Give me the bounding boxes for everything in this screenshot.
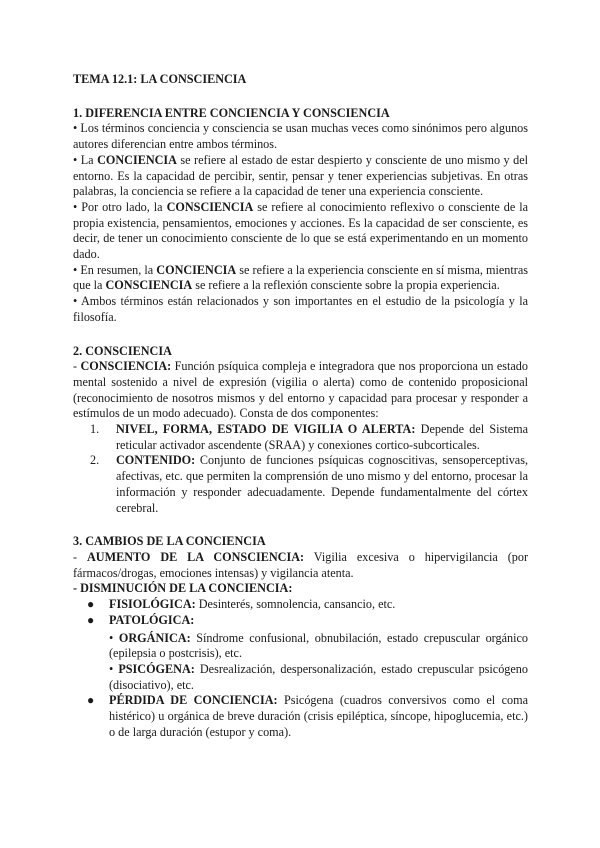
section-2-intro (73, 359, 528, 422)
text-run: • (109, 630, 119, 645)
section-3 (73, 534, 528, 740)
document-content (73, 68, 528, 740)
bold-term: CONSCIENCIA (105, 278, 193, 293)
text-run: se refiere al estado de estar despierto y consciente de uno mismo y del entorno. Es la capacidad de percibir, sentir, pensar y tener experiencias subjetivas. En otras palabras, la conciencia se refiere a la capacidad de tener una experiencia consciente. (73, 152, 528, 199)
text-run: Desinterés, somnolencia, cansancio, etc. (195, 597, 396, 612)
text-run: Vigilia excesiva o hipervigilancia (por fármacos/drogas, emociones intensas) y vigilancia atenta. (73, 549, 529, 580)
list-item (73, 453, 528, 516)
bold-term: NIVEL, FORMA, ESTADO DE VIGILIA O ALERTA: (116, 422, 416, 437)
bullet-icon: ● (87, 597, 95, 612)
bold-term: ORGÁNICA: (118, 630, 191, 645)
list-item (73, 613, 528, 694)
section-1-paragraph-1: • Los términos conciencia y consciencia se usan muchas veces como sinónimos pero algunos autores diferencian entre ambos términos. (73, 121, 528, 152)
document-title: TEMA 12.1: LA CONSCIENCIA (73, 72, 247, 86)
text-run: Desrealización, despersonalización, estado crepuscular psicógeno (disociativo), etc. (109, 661, 528, 692)
section-1-paragraph-3 (73, 200, 528, 263)
section-3-heading: 3. CAMBIOS DE LA CONCIENCIA (73, 534, 266, 549)
text-run: se refiere a la experiencia consciente en sí misma, mientras que la (73, 262, 528, 293)
text-run: - (73, 549, 87, 564)
list-item (73, 597, 528, 613)
list-number: 1. (90, 422, 100, 437)
sub-item-psicogena (109, 662, 528, 693)
text-run: Conjunto de funciones psíquicas cognoscitivas, sensoperceptivas, afectivas, etc. que permiten la comprensión de uno mismo y del entorno, procesar la información y responder adecuadamente. Depende fundamentalmente del córtex cerebral. (116, 453, 528, 515)
sub-item-organica (109, 631, 528, 662)
text-run: Psicógena (cuadros conversivos como el coma histérico) u orgánica de breve duración (crisis epiléptica, síncope, hipoglucemia, etc.) o de larga duración (estupor y coma). (109, 693, 528, 739)
section-1-paragraph-5: • Ambos términos están relacionados y son importantes en el estudio de la psicología y la filosofía. (73, 294, 528, 324)
section-1-heading: 1. DIFERENCIA ENTRE CONCIENCIA Y CONSCIENCIA (73, 105, 390, 120)
text-run: • La (73, 152, 98, 167)
section-1-paragraph-2 (73, 153, 528, 200)
bold-term: PÉRDIDA DE CONCIENCIA: (109, 693, 278, 708)
section-2-heading: 2. CONSCIENCIA (73, 343, 172, 358)
disminucion-heading: - DISMINUCIÓN DE LA CONCIENCIA: (73, 581, 293, 596)
text-run: • En resumen, la (73, 262, 157, 277)
bold-term: PATOLÓGICA: (109, 612, 195, 627)
text-run: - (73, 359, 81, 374)
bold-term: AUMENTO DE LA CONSCIENCIA: (86, 549, 305, 564)
bold-term: FISIOLÓGICA: (109, 597, 196, 612)
list-item (73, 693, 528, 740)
text-run: • Por otro lado, la (73, 199, 167, 214)
section-1 (73, 106, 528, 326)
bullet-icon: ● (87, 693, 95, 708)
bold-term: CONSCIENCIA (166, 199, 254, 214)
text-run: • (109, 661, 119, 676)
text-run: Función psíquica compleja e integradora que nos proporciona un estado mental sostenido a nivel de expresión (vigilia o alerta) como de contenido proposicional (reconocimiento de nosotros mismos y del entorno y capacidad para procesar y responder a estímulos de un modo adecuado). Consta de dos componentes: (73, 359, 528, 421)
text-run: Síndrome confusional, obnubilación, estado crepuscular orgánico (epilepsia o postcrisis), etc. (109, 630, 528, 661)
bold-term: PSICÓGENA: (118, 661, 195, 676)
text-run: se refiere al conocimiento reflexivo o consciente de la propia existencia, pensamientos, emociones y acciones. Es la capacidad de ser consciente, es decir, de tener un conocimiento consciente de lo que se está experimentando en un momento dado. (73, 199, 529, 262)
list-number: 2. (90, 453, 100, 468)
section-1-paragraph-4 (73, 263, 528, 294)
components-list (73, 422, 528, 516)
bold-term: CONSCIENCIA: (80, 359, 172, 374)
patologica-sublist (109, 631, 528, 694)
bold-term: CONCIENCIA (156, 262, 237, 277)
disminucion-list (73, 597, 528, 740)
section-2 (73, 344, 528, 517)
bold-term: CONCIENCIA (97, 152, 177, 167)
list-item (73, 422, 528, 453)
aumento-paragraph (73, 550, 528, 581)
bold-term: CONTENIDO: (116, 453, 196, 468)
text-run: Depende del Sistema reticular activador ascendente (SRAA) y conexiones cortico-subcorticales. (116, 422, 529, 452)
bullet-icon: ● (87, 612, 95, 627)
text-run: se refiere a la reflexión consciente sobre la propia experiencia. (192, 278, 500, 293)
